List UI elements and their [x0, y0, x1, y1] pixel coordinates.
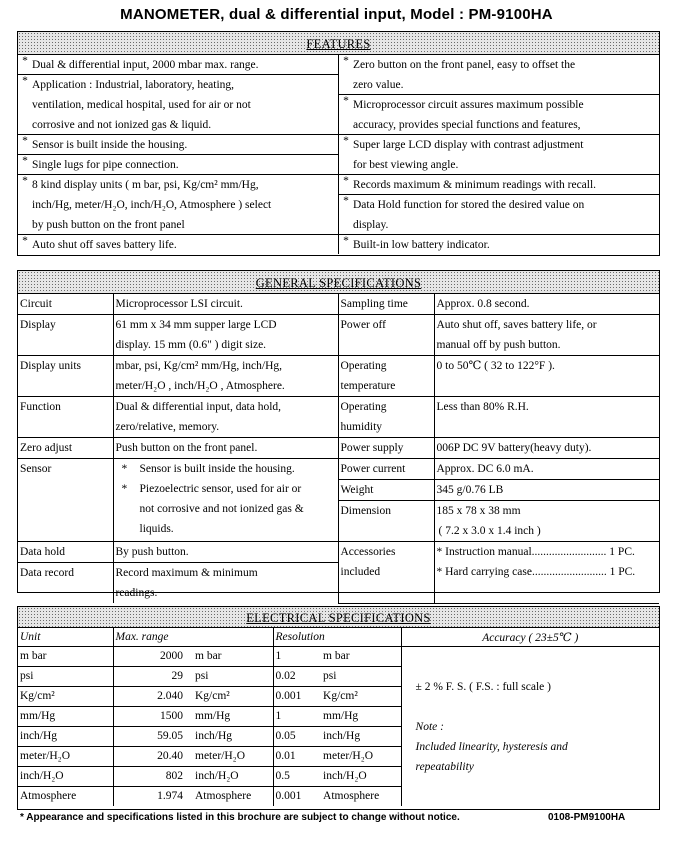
feature-item: [339, 55, 659, 95]
bullet: *: [343, 175, 349, 187]
feature-line: Zero button on the front panel, easy to offset the: [353, 59, 576, 71]
spec-line: humidity: [340, 421, 383, 433]
col-header-range: Max. range: [113, 628, 273, 647]
spec-value: [434, 315, 659, 356]
spec-label: Display units: [18, 356, 113, 397]
feature-line: Data Hold function for stored the desired value on: [353, 199, 585, 211]
unit-cell: psi: [18, 667, 113, 687]
max-range-unit-cell: m bar: [193, 647, 273, 667]
spec-line: ( 7.2 x 3.0 x 1.4 inch ): [438, 525, 541, 537]
bullet: *: [343, 195, 349, 207]
general-spec-section: [17, 270, 660, 599]
unit-cell: meter/H₂O: [18, 747, 113, 767]
feature-line: Sensor is built inside the housing.: [32, 139, 188, 151]
feature-item: [18, 75, 338, 135]
spec-line: 185 x 78 x 38 mm: [436, 505, 521, 517]
spec-label: Display: [18, 315, 113, 356]
resolution-cell: 0.01: [273, 747, 321, 767]
spec-value: Push button on the front panel.: [113, 438, 338, 459]
feature-item: [339, 95, 659, 135]
spec-value: [434, 542, 659, 604]
spec-label: Weight: [338, 480, 434, 501]
general-spec-table: [18, 294, 659, 604]
spec-line: * Hard carrying case.......................... 1 PC.: [436, 566, 636, 578]
resolution-unit-cell: inch/Hg: [321, 727, 401, 747]
feature-item: [18, 155, 338, 175]
feature-item: [339, 135, 659, 175]
spec-line: Auto shut off, saves battery life, or: [436, 319, 597, 331]
electrical-spec-table: [18, 628, 659, 806]
feature-line: zero value.: [353, 79, 404, 91]
spec-line: readings.: [115, 587, 158, 599]
max-range-unit-cell: inch/Hg: [193, 727, 273, 747]
unit-cell: mm/Hg: [18, 707, 113, 727]
max-range-cell: 1500: [113, 707, 193, 727]
col-header-accuracy: Accuracy ( 23±5℃ ): [401, 628, 659, 647]
spec-line: display. 15 mm (0.6" ) digit size.: [115, 339, 267, 351]
general-spec-heading: GENERAL SPECIFICATIONS: [255, 276, 422, 290]
spec-value: By push button.: [113, 542, 338, 563]
feature-item: [18, 135, 338, 155]
bullet: *: [22, 155, 28, 167]
spec-value: Approx. 0.8 second.: [434, 294, 659, 315]
spec-label: Data hold: [18, 542, 113, 563]
feature-line: Application : Industrial, laboratory, heating,: [32, 79, 235, 91]
feature-item: [339, 195, 659, 235]
spec-line: zero/relative, memory.: [115, 421, 220, 433]
unit-cell: Kg/cm²: [18, 687, 113, 707]
spec-label: [338, 397, 434, 438]
note-label: Note :: [415, 721, 444, 733]
spec-line: Operating: [340, 360, 387, 372]
feature-line: display.: [353, 219, 389, 231]
feature-line: inch/Hg, meter/H₂O, inch/H₂O, Atmosphere ) select: [32, 199, 272, 211]
spec-label: Function: [18, 397, 113, 438]
feature-line: Microprocessor circuit assures maximum possible: [353, 99, 584, 111]
sensor-item: * Sensor is built inside the housing.: [121, 463, 295, 475]
spec-line: 61 mm x 34 mm supper large LCD: [115, 319, 277, 331]
feature-line: Single lugs for pipe connection.: [32, 159, 179, 171]
feature-line: Auto shut off saves battery life.: [32, 239, 177, 251]
feature-line: Dual & differential input, 2000 mbar max. range.: [32, 59, 259, 71]
feature-line: Records maximum & minimum readings with recall.: [353, 179, 597, 191]
max-range-unit-cell: mm/Hg: [193, 707, 273, 727]
spec-line: manual off by push button.: [436, 339, 561, 351]
resolution-cell: 0.05: [273, 727, 321, 747]
max-range-unit-cell: Atmosphere: [193, 787, 273, 807]
feature-text: [32, 175, 338, 234]
spec-value: [113, 315, 338, 356]
note-line: repeatability: [415, 761, 474, 773]
spec-line: Accessories: [340, 546, 396, 558]
resolution-cell: 0.5: [273, 767, 321, 787]
feature-line: accuracy, provides special functions and features,: [353, 119, 581, 131]
spec-label: [338, 356, 434, 397]
spec-label: Dimension: [338, 501, 434, 542]
spec-label: Circuit: [18, 294, 113, 315]
unit-cell: Atmosphere: [18, 787, 113, 807]
sensor-item: * Piezoelectric sensor, used for air or not corrosive and not ionized gas & liquids.: [121, 483, 304, 535]
bullet: *: [22, 55, 28, 67]
spec-label: Power current: [338, 459, 434, 480]
feature-text: [353, 195, 659, 234]
resolution-unit-cell: meter/H₂O: [321, 747, 401, 767]
spec-value: 006P DC 9V battery(heavy duty).: [434, 438, 659, 459]
feature-line: 8 kind display units ( m bar, psi, Kg/cm² mm/Hg,: [32, 179, 259, 191]
spec-value: [113, 563, 338, 604]
feature-line: by push button on the front panel: [32, 219, 185, 231]
feature-text: [353, 135, 659, 174]
note-line: Included linearity, hysteresis and: [415, 741, 568, 753]
feature-item: [18, 175, 338, 235]
spec-value: 0 to 50℃ ( 32 to 122°F ).: [434, 356, 659, 397]
feature-line: for best viewing angle.: [353, 159, 459, 171]
feature-item: [339, 235, 659, 254]
table-row: [18, 294, 659, 315]
col-header-resolution: Resolution: [273, 628, 401, 647]
spec-value: [113, 397, 338, 438]
max-range-cell: 29: [113, 667, 193, 687]
bullet: *: [343, 235, 349, 247]
spec-value: [434, 501, 659, 542]
table-row: [18, 542, 659, 563]
resolution-cell: 1: [273, 647, 321, 667]
electrical-spec-section: [17, 606, 660, 810]
features-heading: FEATURES: [306, 37, 371, 51]
spec-label: Sensor: [18, 459, 113, 542]
spec-value: Microprocessor LSI circuit.: [113, 294, 338, 315]
spec-label: [338, 542, 434, 604]
feature-item: [339, 175, 659, 195]
accuracy-cell: [401, 647, 659, 807]
spec-label: Data record: [18, 563, 113, 604]
feature-line: Super large LCD display with contrast adjustment: [353, 139, 584, 151]
spec-value: [113, 459, 338, 542]
resolution-cell: 1: [273, 707, 321, 727]
spec-line: temperature: [340, 380, 396, 392]
feature-text: [353, 95, 659, 134]
resolution-cell: 0.001: [275, 790, 302, 802]
resolution-unit-cell: mm/Hg: [321, 707, 401, 727]
spec-label: Power supply: [338, 438, 434, 459]
spec-line: meter/H₂O , inch/H₂O , Atmosphere.: [115, 380, 285, 392]
spec-label: Zero adjust: [18, 438, 113, 459]
document-code: 0108-PM9100HA: [548, 812, 626, 823]
features-right-column: [339, 55, 659, 254]
feature-text: [353, 55, 659, 94]
disclaimer: * Appearance and specifications listed in this brochure are subject to change without notice.: [20, 812, 460, 823]
feature-item: [18, 55, 338, 75]
max-range-cell: 802: [113, 767, 193, 787]
feature-text: [32, 155, 338, 174]
spec-line: mbar, psi, Kg/cm² mm/Hg, inch/Hg,: [115, 360, 283, 372]
resolution-cell: 0.001: [273, 687, 321, 707]
electrical-rows: [18, 647, 659, 807]
bullet: *: [22, 235, 28, 247]
table-row: [18, 647, 659, 667]
feature-text: [353, 235, 659, 254]
accuracy-value: ± 2 % F. S. ( F.S. : full scale ): [415, 681, 551, 693]
max-range-unit-cell: Kg/cm²: [193, 687, 273, 707]
resolution-cell: 0.02: [273, 667, 321, 687]
max-range-cell: 20.40: [113, 747, 193, 767]
spec-value: Approx. DC 6.0 mA.: [434, 459, 659, 480]
feature-line: Built-in low battery indicator.: [353, 239, 490, 251]
table-row: [18, 397, 659, 438]
spec-line: Record maximum & minimum: [115, 567, 258, 579]
table-row: [18, 459, 659, 480]
footer: [20, 812, 640, 823]
max-range-cell: 2000: [113, 647, 193, 667]
spec-value: 345 g/0.76 LB: [434, 480, 659, 501]
feature-item: [18, 235, 338, 254]
feature-line: ventilation, medical hospital, used for air or not: [32, 99, 251, 111]
resolution-unit-cell: Kg/cm²: [321, 687, 401, 707]
unit-cell: inch/Hg: [18, 727, 113, 747]
feature-text: [353, 175, 659, 194]
resolution-unit-cell: Atmosphere: [321, 787, 401, 807]
spec-label: Power off: [338, 315, 434, 356]
resolution-unit-cell: inch/H₂O: [321, 767, 401, 787]
max-range-unit-cell: inch/H₂O: [193, 767, 273, 787]
page-title: MANOMETER, dual & differential input, Model : PM-9100HA: [120, 6, 553, 23]
bullet: *: [343, 95, 349, 107]
electrical-spec-heading: ELECTRICAL SPECIFICATIONS: [246, 611, 431, 625]
feature-text: [32, 135, 338, 154]
table-row: [18, 438, 659, 459]
features-section: [17, 31, 660, 256]
unit-cell: m bar: [18, 647, 113, 667]
electrical-spec-header: [18, 607, 659, 628]
table-header-row: [18, 628, 659, 647]
bullet: *: [343, 135, 349, 147]
feature-text: [32, 235, 338, 254]
max-range-cell: 1.974: [157, 790, 183, 802]
bullet: *: [343, 55, 349, 67]
spec-line: Dual & differential input, data hold,: [115, 401, 282, 413]
bullet: *: [22, 175, 28, 187]
resolution-unit-cell: psi: [321, 667, 401, 687]
spec-value: Less than 80% R.H.: [434, 397, 659, 438]
max-range-unit-cell: psi: [193, 667, 273, 687]
spec-line: * Instruction manual.......................... 1 PC.: [436, 546, 635, 558]
max-range-unit-cell: meter/H₂O: [193, 747, 273, 767]
feature-text: [32, 75, 338, 134]
features-left-column: [18, 55, 339, 254]
spec-value: [113, 356, 338, 397]
max-range-cell: 2.040: [113, 687, 193, 707]
resolution-unit-cell: m bar: [321, 647, 401, 667]
bullet: *: [22, 135, 28, 147]
feature-text: [32, 55, 338, 74]
feature-line: corrosive and not ionized gas & liquid.: [32, 119, 212, 131]
features-header: [18, 32, 659, 55]
bullet: *: [22, 75, 28, 87]
spec-line: Operating: [340, 401, 387, 413]
table-row: [18, 315, 659, 356]
col-header-unit: Unit: [18, 628, 113, 647]
general-spec-header: [18, 271, 659, 294]
max-range-cell: 59.05: [113, 727, 193, 747]
spec-line: included: [340, 566, 381, 578]
spec-label: Sampling time: [338, 294, 434, 315]
unit-cell: inch/H₂O: [18, 767, 113, 787]
table-row: [18, 356, 659, 397]
